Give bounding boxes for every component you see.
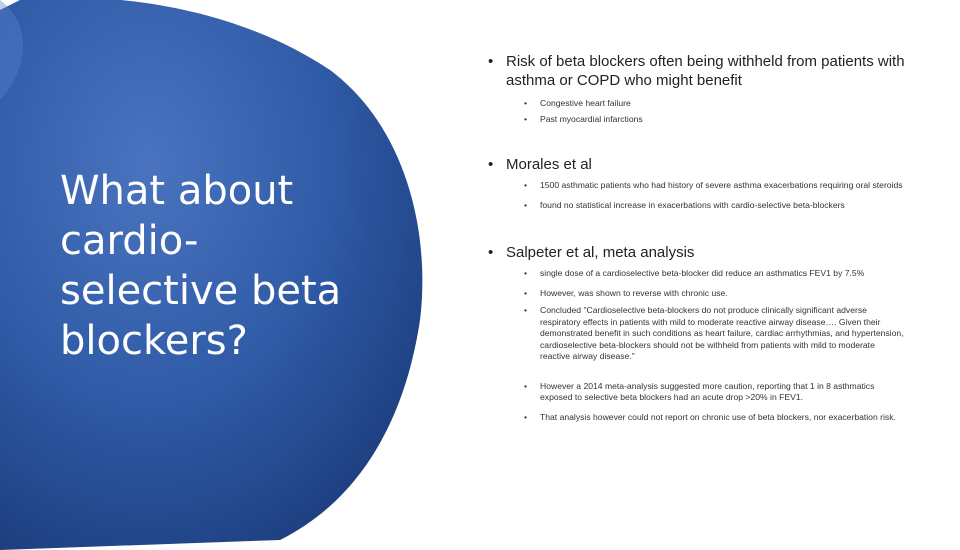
list-item: • However, was shown to reverse with chronic use. [524, 287, 728, 298]
slide-content [486, 52, 906, 423]
list-item: • single dose of a cardioselective beta-blocker did reduce an asthmatics FEV1 by 7.5% [524, 268, 865, 278]
list-item: • Congestive heart failure [524, 98, 631, 108]
list-item: • However a 2014 meta-analysis suggested more caution, reporting that 1 in 8 asthmatics exposed to selective beta blockers had an acute drop >20% in FEV1. [524, 380, 875, 402]
section-heading: • Risk of beta blockers often being withheld from patients with asthma or COPD who might benefit [486, 52, 906, 90]
section-salpeter [486, 243, 906, 423]
section-heading: • Morales et al [486, 155, 906, 174]
section-morales [486, 155, 906, 211]
list-item: • That analysis however could not report on chronic use of beta blockers, nor exacerbation risk. [524, 411, 896, 422]
list-item: • Concluded "Cardioselective beta-blockers do not produce clinically significant adverse respiratory effects in patients with mild to moderate reactive airway disease…. Given their demonstrated benefit in such conditions as heart failure, cardiac arrhythmias, and hypertension, cardioselective beta-blockers should not be withheld from patients with mild to moderate reactive airway disease." [524, 305, 904, 361]
list-item: • 1500 asthmatic patients who had history of severe asthma exacerbations requiring oral steroids [524, 180, 903, 190]
slide-title: What about cardio-selective beta blockers? [60, 168, 342, 364]
section-heading: • Salpeter et al, meta analysis [486, 243, 906, 262]
list-item: • Past myocardial infarctions [524, 113, 643, 124]
list-item: • found no statistical increase in exacerbations with cardio-selective beta-blockers [524, 199, 845, 210]
section-risk [486, 52, 906, 125]
